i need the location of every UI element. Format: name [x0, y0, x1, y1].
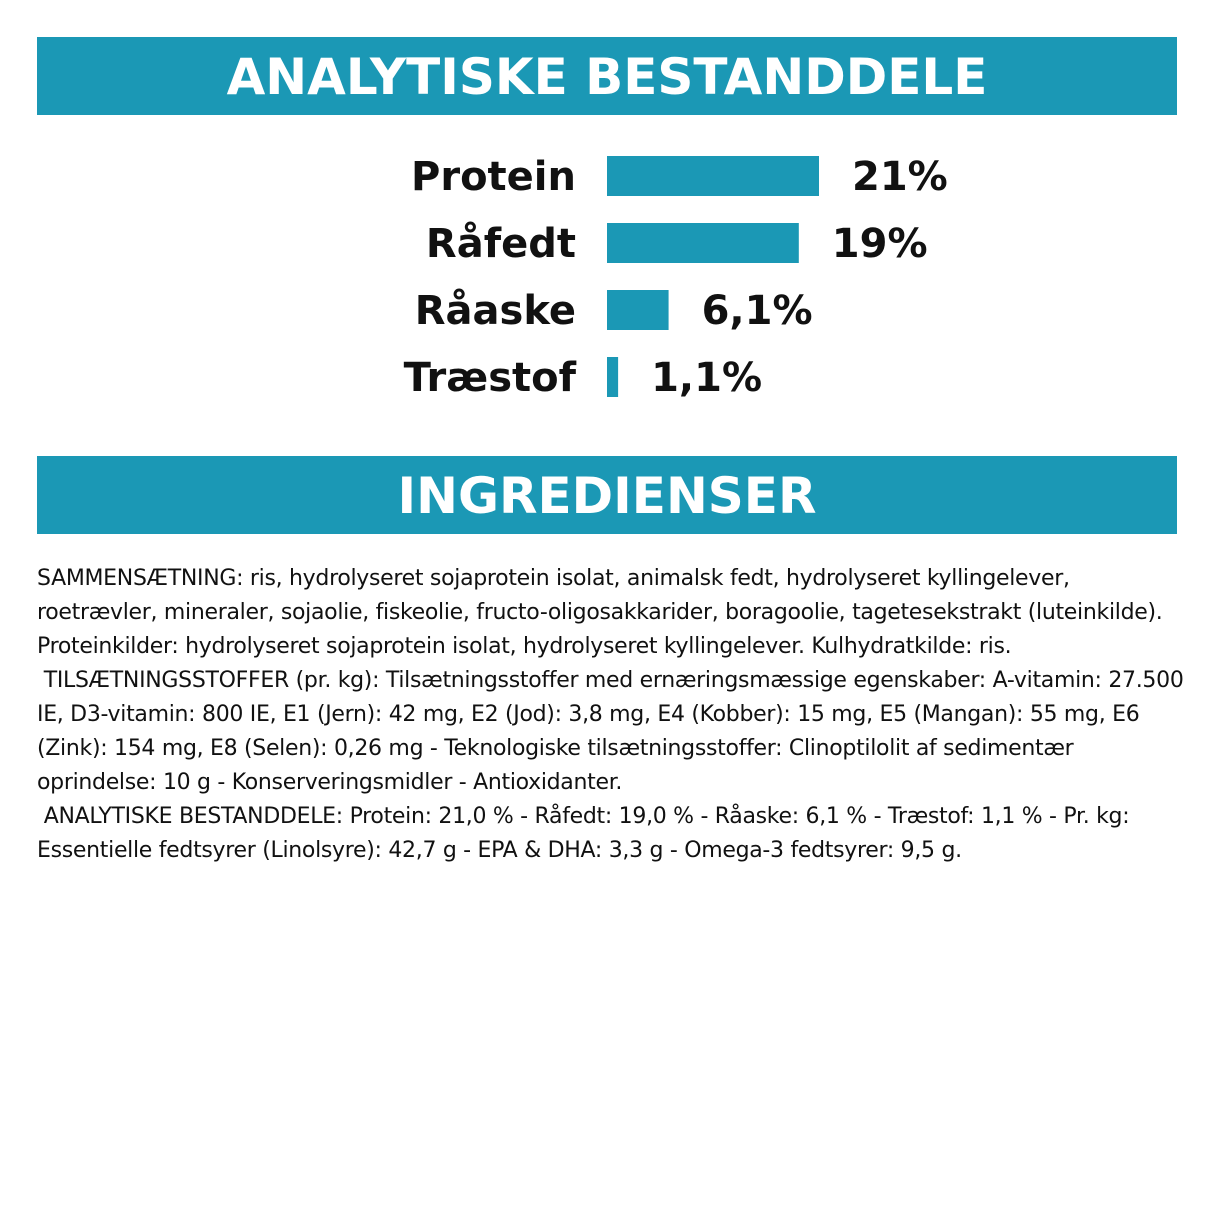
analytical-paragraph: ANALYTISKE BESTANDDELE: Protein: 21,0 % - Råfedt: 19,0 % - Råaske: 6,1 % - Træstof: 1,1 % - Pr. kg: Essentielle fedtsyrer (Linolsyre): 42,7 g - EPA & DHA: 3,3 g - Omega-3 fedtsyrer: 9,5 g.	[37, 804, 1137, 863]
bar	[607, 357, 618, 397]
analytics-header: ANALYTISKE BESTANDDELE	[37, 37, 1177, 115]
ingredients-text	[37, 562, 1191, 868]
bar	[607, 156, 819, 196]
ingredients-header: INGREDIENSER	[37, 456, 1177, 534]
value-label: 1,1%	[651, 355, 763, 401]
composition-paragraph: SAMMENSÆTNING: ris, hydrolyseret sojaprotein isolat, animalsk fedt, hydrolyseret kyllingelever, roetrævler, mineraler, sojaolie, fiskeolie, fructo-oligosakkarider, boragoolie, tagetesekstrakt (luteinkilde). Proteinkilder: hydrolyseret sojaprotein isolat, hydrolyseret kyllingelever. Kulhydratkilde: ris.	[37, 566, 1170, 659]
value-label: 19%	[831, 221, 928, 267]
category-label: Råaske	[414, 288, 576, 334]
value-label: 6,1%	[701, 288, 813, 334]
bar	[607, 223, 799, 263]
bar	[607, 290, 669, 330]
category-label: Protein	[411, 154, 576, 200]
nutrient-bar-chart	[0, 140, 1214, 430]
value-label: 21%	[852, 154, 948, 200]
category-label: Træstof	[403, 355, 576, 401]
additives-paragraph: TILSÆTNINGSSTOFFER (pr. kg): Tilsætningsstoffer med ernæringsmæssige egenskaber: A-vitamin: 27.500 IE, D3-vitamin: 800 IE, E1 (Jern): 42 mg, E2 (Jod): 3,8 mg, E4 (Kobber): 15 mg, E5 (Mangan): 55 mg, E6 (Zink): 154 mg, E8 (Selen): 0,26 mg - Teknologiske tilsætningsstoffer: Clinoptilolit af sedimentær oprindelse: 10 g - Konserveringsmidler - Antioxidanter.	[37, 668, 1191, 795]
category-label: Råfedt	[425, 221, 576, 267]
